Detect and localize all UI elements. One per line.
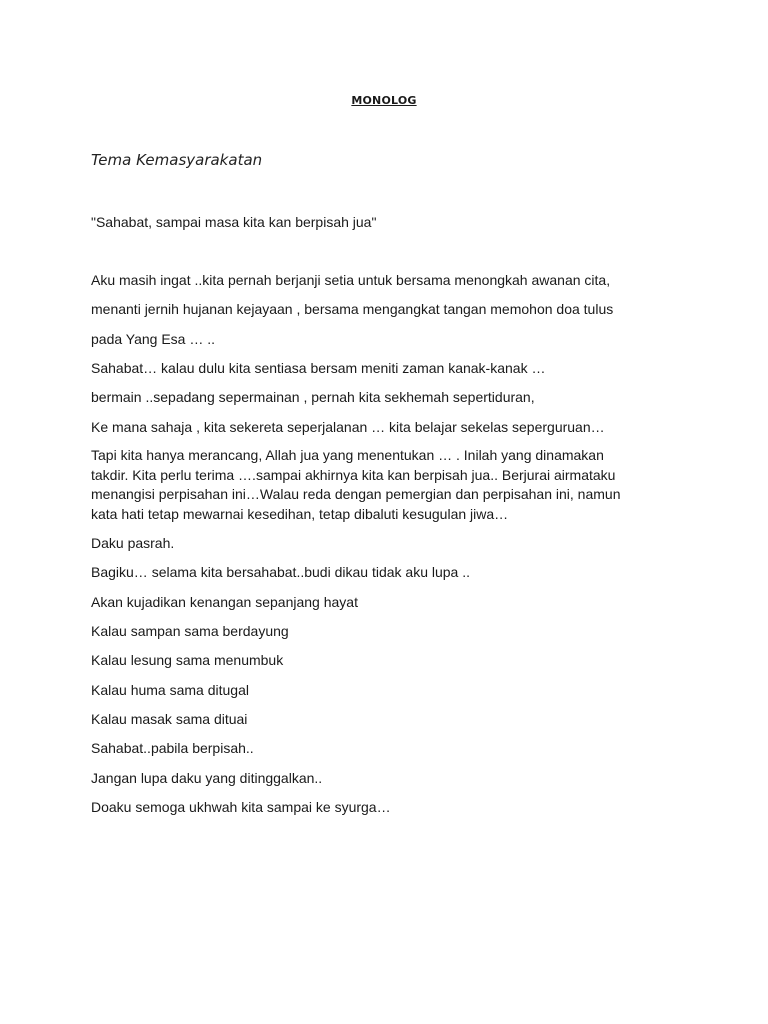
- closing-line: Kalau masak sama dituai: [91, 711, 248, 727]
- closing-line: Kalau huma sama ditugal: [91, 682, 249, 698]
- text-line: pada Yang Esa … ..: [91, 331, 216, 347]
- paragraph: [91, 446, 681, 524]
- closing-line: Akan kujadikan kenangan sepanjang hayat: [91, 594, 358, 610]
- text-line: bermain ..sepadang sepermainan , pernah kita sekhemah sepertiduran,: [91, 389, 535, 405]
- text-line: Ke mana sahaja , kita sekereta seperjalanan … kita belajar sekelas seperguruan…: [91, 419, 605, 435]
- closing-line: Daku pasrah.: [91, 535, 175, 551]
- closing-line: Kalau lesung sama menumbuk: [91, 652, 284, 668]
- closing-line: Bagiku… selama kita bersahabat..budi dikau tidak aku lupa ..: [91, 564, 471, 580]
- closing-line: Doaku semoga ukhwah kita sampai ke syurga…: [91, 799, 391, 815]
- paragraph-line: kata hati tetap mewarnai kesedihan, tetap dibaluti kesugulan jiwa…: [91, 505, 509, 522]
- closing-line: Sahabat..pabila berpisah..: [91, 740, 254, 756]
- theme-heading: Tema Kemasyarakatan: [91, 151, 263, 169]
- text-line: Sahabat… kalau dulu kita sentiasa bersam meniti zaman kanak-kanak …: [91, 360, 546, 376]
- text-line: menanti jernih hujanan kejayaan , bersama mengangkat tangan memohon doa tulus: [91, 301, 614, 317]
- paragraph-line: menangisi perpisahan ini…Walau reda dengan pemergian dan perpisahan ini, namun: [91, 486, 621, 502]
- document-title: MONOLOG: [351, 94, 417, 107]
- closing-line: Kalau sampan sama berdayung: [91, 623, 289, 639]
- paragraph-line: takdir. Kita perlu terima ….sampai akhirnya kita kan berpisah jua.. Berjurai airmataku: [91, 466, 616, 483]
- paragraph-line: Tapi kita hanya merancang, Allah jua yang menentukan … . Inilah yang dinamakan: [91, 447, 604, 463]
- closing-line: Jangan lupa daku yang ditinggalkan..: [91, 770, 323, 786]
- text-line: Aku masih ingat ..kita pernah berjanji setia untuk bersama menongkah awanan cita,: [91, 272, 611, 288]
- quote-line: "Sahabat, sampai masa kita kan berpisah jua": [91, 214, 377, 230]
